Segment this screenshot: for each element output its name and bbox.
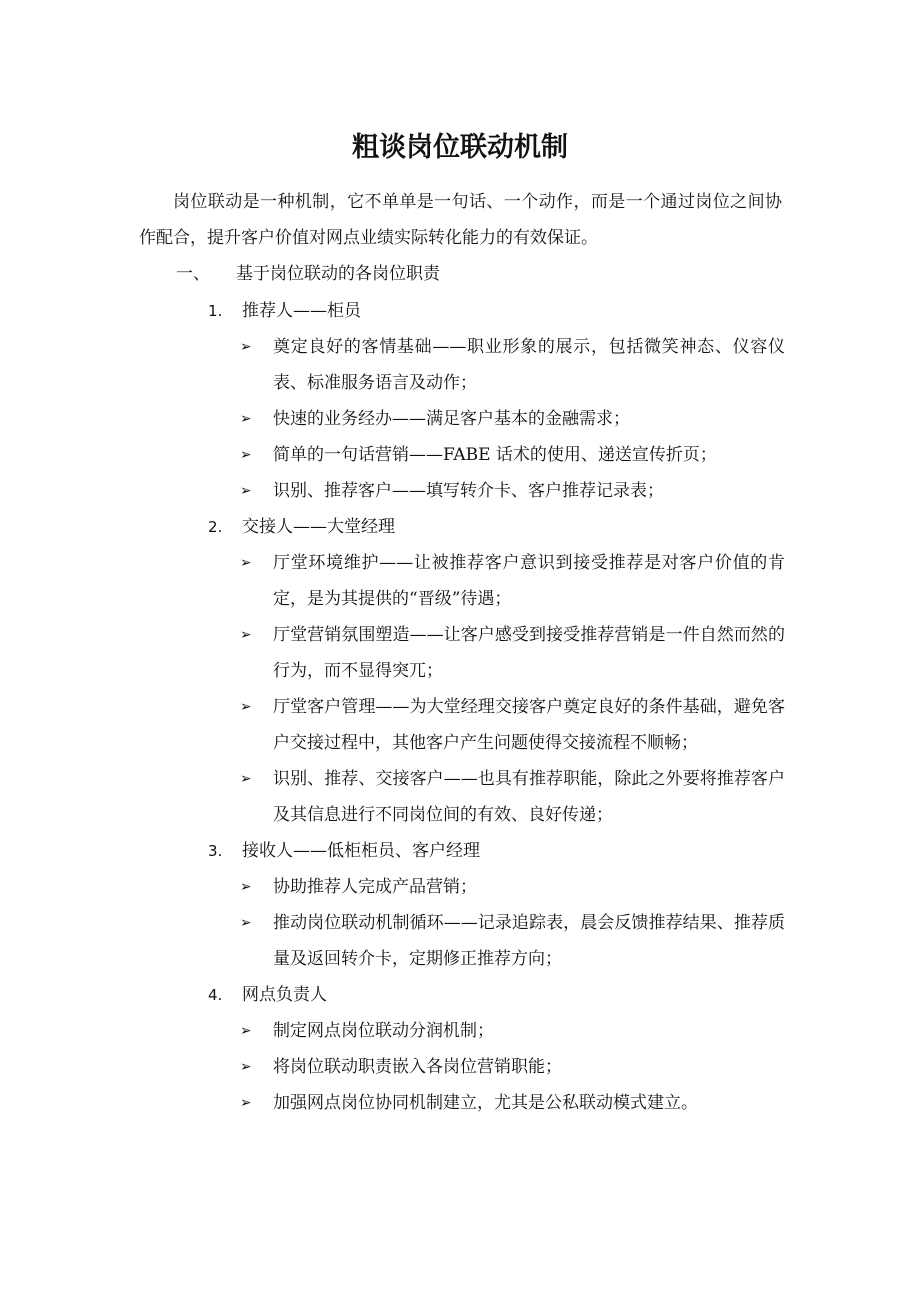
list-item	[240, 617, 785, 689]
list-item	[240, 473, 785, 509]
arrow-bullet-icon: ➢	[240, 411, 252, 427]
role-heading-handover	[208, 509, 395, 545]
list-item	[240, 689, 785, 761]
arrow-bullet-icon: ➢	[240, 771, 252, 787]
document-title: 粗谈岗位联动机制	[352, 132, 568, 163]
arrow-bullet-icon: ➢	[240, 555, 252, 571]
role-heading-receiver	[208, 833, 480, 869]
list-item-text: 推动岗位联动机制循环——记录追踪表，晨会反馈推荐结果、推荐质量及返回转介卡，定期修正推荐方向；	[273, 913, 785, 969]
list-item-text: 识别、推荐客户——填写转介卡、客户推荐记录表；	[273, 481, 664, 501]
list-item-text: 识别、推荐、交接客户——也具有推荐职能，除此之外要将推荐客户及其信息进行不同岗位间的有效、良好传递；	[273, 769, 785, 825]
role-label: 网点负责人	[242, 985, 327, 1005]
role-label: 推荐人——柜员	[242, 301, 361, 321]
arrow-bullet-icon: ➢	[240, 339, 252, 355]
section-heading	[176, 256, 440, 292]
list-item-text: 协助推荐人完成产品营销；	[273, 877, 477, 897]
list-item-text: 制定网点岗位联动分润机制；	[273, 1021, 494, 1041]
list-item-text: 快速的业务经办——满足客户基本的金融需求；	[273, 409, 630, 429]
list-item	[240, 545, 785, 617]
list-item	[240, 1013, 785, 1049]
list-item-text: 厅堂环境维护——让被推荐客户意识到接受推荐是对客户价值的肯定，是为其提供的“晋级”待遇；	[273, 553, 785, 609]
role-label: 接收人——低柜柜员、客户经理	[242, 841, 480, 861]
role-label: 交接人——大堂经理	[242, 517, 395, 537]
list-item-text: 奠定良好的客情基础——职业形象的展示，包括微笑神态、仪容仪表、标准服务语言及动作；	[273, 337, 785, 393]
arrow-bullet-icon: ➢	[240, 447, 252, 463]
list-item-text: 厅堂客户管理——为大堂经理交接客户奠定良好的条件基础，避免客户交接过程中，其他客户产生问题使得交接流程不顺畅；	[273, 697, 785, 753]
list-item	[240, 1049, 785, 1085]
role-number: 1.	[208, 302, 223, 320]
role-heading-recommender	[208, 293, 361, 329]
list-item	[240, 905, 785, 977]
arrow-bullet-icon: ➢	[240, 627, 252, 643]
list-item-text: 厅堂营销氛围塑造——让客户感受到接受推荐营销是一件自然而然的行为，而不显得突兀；	[273, 625, 785, 681]
arrow-bullet-icon: ➢	[240, 483, 252, 499]
list-item	[240, 761, 785, 833]
intro-paragraph: 岗位联动是一种机制，它不单单是一句话、一个动作，而是一个通过岗位之间协作配合，提升客户价值对网点业绩实际转化能力的有效保证。	[139, 192, 782, 248]
role-number: 3.	[208, 842, 223, 860]
list-item-text: 简单的一句话营销——FABE 话术的使用、递送宣传折页；	[273, 445, 717, 465]
role-number: 2.	[208, 518, 223, 536]
section-title: 基于岗位联动的各岗位职责	[236, 264, 440, 284]
arrow-bullet-icon: ➢	[240, 699, 252, 715]
list-item-text: 将岗位联动职责嵌入各岗位营销职能；	[273, 1057, 562, 1077]
list-item-text: 加强网点岗位协同机制建立，尤其是公私联动模式建立。	[273, 1093, 698, 1113]
arrow-bullet-icon: ➢	[240, 879, 252, 895]
list-item	[240, 437, 785, 473]
role-heading-branch-head	[208, 977, 327, 1013]
list-item	[240, 401, 785, 437]
section-number: 一、	[176, 264, 210, 284]
arrow-bullet-icon: ➢	[240, 1023, 252, 1039]
list-item	[240, 869, 785, 905]
list-item	[240, 329, 785, 401]
list-item	[240, 1085, 785, 1121]
arrow-bullet-icon: ➢	[240, 1095, 252, 1111]
arrow-bullet-icon: ➢	[240, 915, 252, 931]
role-number: 4.	[208, 986, 223, 1004]
arrow-bullet-icon: ➢	[240, 1059, 252, 1075]
